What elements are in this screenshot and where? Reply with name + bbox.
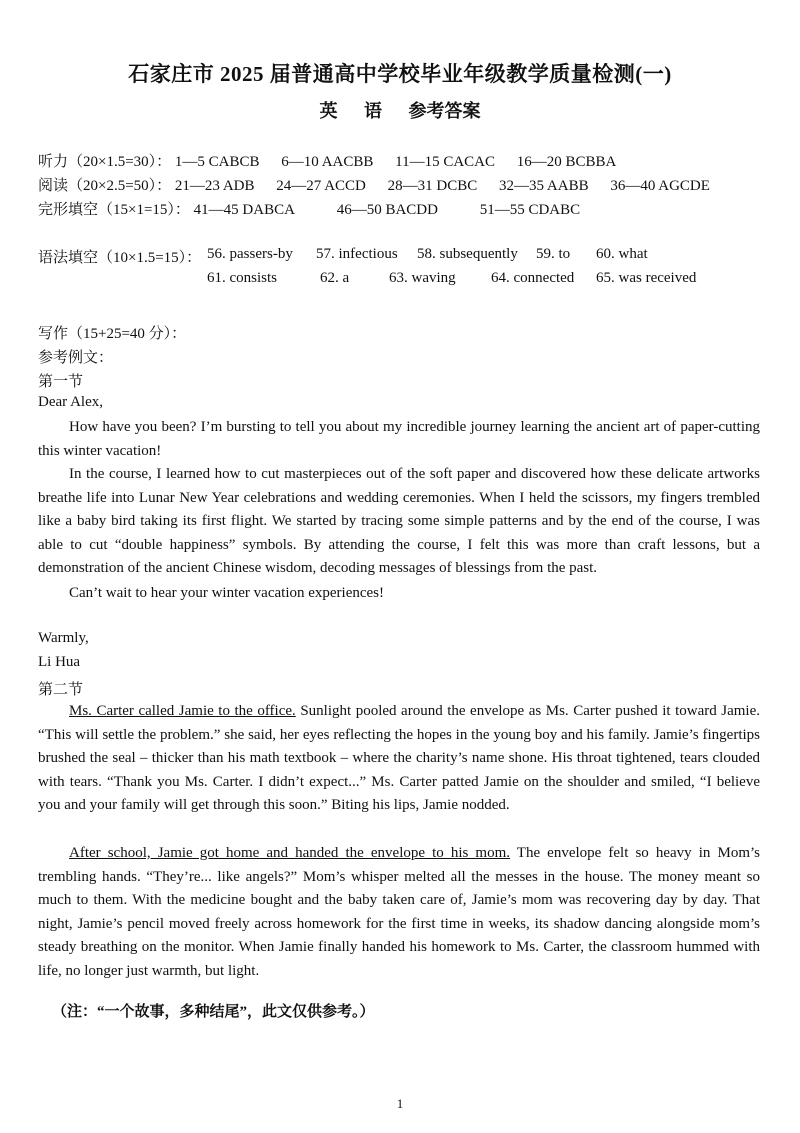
answer-group: 1—5 CABCB [174, 154, 260, 170]
sample-label: 参考例文： [38, 350, 114, 366]
section2-label: 第二节 [38, 682, 84, 698]
story-lead-sentence: After school, Jamie got home and handed the envelope to his mom. [69, 845, 510, 861]
reading-answers [38, 174, 728, 195]
letter-greeting: Dear Alex, [38, 394, 103, 410]
letter-signature: Li Hua [38, 654, 81, 670]
answer-group: 41—45 DABCA [193, 202, 295, 218]
letter-closing: Warmly, [38, 630, 89, 646]
answer-group: 11—15 CACAC [395, 154, 496, 170]
section1-label: 第一节 [38, 374, 84, 390]
story-paragraph [38, 700, 760, 818]
cloze-label: 完形填空（15×1=15）： [38, 202, 190, 218]
answer-group: 28—31 DCBC [387, 178, 478, 194]
page-subtitle: 英 语 参考答案 [319, 101, 481, 121]
letter-paragraph: Can’t wait to hear your winter vacation experiences! [69, 585, 385, 601]
listening-label: 听力（20×1.5=30）： [38, 154, 172, 170]
story-text: The envelope felt so heavy in Mom’s trembling hands. “They’re... like angels?” Mom’s whisper melted all the messes in the house. The money meant so much to them. With the medicine bought and the baby taken care of, Jamie’s mom was recovering day by day. That night, Jamie’s pencil moved freely across homework for the first time in weeks, its shadow dancing alongside mom’s steady breathing on the monitor. When Jamie finally handed his homework to Ms. Carter, the classroom hummed with life, no longer just warmth, but light. [38, 845, 760, 979]
reading-label: 阅读（20×2.5=50）： [38, 178, 172, 194]
grammar-answer: 62. a [320, 270, 350, 286]
answer-group: 16—20 BCBBA [516, 154, 617, 170]
grammar-answer: 59. to [536, 246, 571, 262]
cloze-answers [38, 198, 580, 219]
answer-group: 24—27 ACCD [276, 178, 366, 194]
grammar-answer: 57. infectious [316, 246, 398, 262]
letter-paragraph: How have you been? I’m bursting to tell you about my incredible journey learning the ancient art of paper-cutting this winter vacation! [38, 419, 760, 459]
answer-group: 21—23 ADB [174, 178, 255, 194]
story-text: Sunlight pooled around the envelope as Ms. Carter pushed it toward Jamie. “This will settle the problem.” she said, her eyes reflecting the hopes in the young boy and his family. Jamie’s fingertips brushed the seal – thicker than his math textbook – where the charity’s name shone. His throat tightened, tears clouded with tears. “Thank you Ms. Carter. I didn’t expect...” Ms. Carter patted Jamie on the shoulder and smiled, “I believe you and your family will get through this soon.” Biting his lips, Jamie nodded. [38, 703, 760, 814]
page-title: 石家庄市 2025 届普通高中学校毕业年级教学质量检测(一) [128, 62, 672, 86]
grammar-answer: 61. consists [207, 270, 278, 286]
writing-label: 写作（15+25=40 分）： [38, 326, 187, 342]
page-number: 1 [396, 1096, 404, 1111]
grammar-answer: 60. what [596, 246, 648, 262]
story-paragraph [38, 842, 760, 984]
grammar-label: 语法填空（10×1.5=15）： [38, 250, 202, 266]
footnote: （注：“一个故事，多种结尾”，此文仅供参考。） [52, 1004, 375, 1020]
listening-answers [38, 150, 634, 171]
letter-paragraph: In the course, I learned how to cut masterpieces out of the soft paper and discovered how these delicate artworks breathe life into Lunar New Year celebrations and wedding ceremonies. When I held the scissors, my fingers trembled like a baby bird taking its first flight. We started by tracing some simple patterns and by the end of the course, I was able to cut “double happiness” symbols. By attending the course, I felt this was more than craft lessons, but a demonstration of the ancient Chinese wisdom, decoding messages of blessings from the past. [38, 466, 760, 577]
answer-group: 46—50 BACDD [336, 202, 438, 218]
grammar-answer: 58. subsequently [417, 246, 518, 262]
grammar-answer: 65. was received [596, 270, 697, 286]
grammar-answer: 64. connected [491, 270, 575, 286]
answer-group: 51—55 CDABC [479, 202, 581, 218]
answer-group: 6—10 AACBB [281, 154, 374, 170]
story-lead-sentence: Ms. Carter called Jamie to the office. [69, 703, 296, 719]
grammar-answer: 56. passers-by [207, 246, 293, 262]
answer-group: 36—40 AGCDE [610, 178, 710, 194]
answer-group: 32—35 AABB [498, 178, 589, 194]
grammar-answer: 63. waving [389, 270, 456, 286]
